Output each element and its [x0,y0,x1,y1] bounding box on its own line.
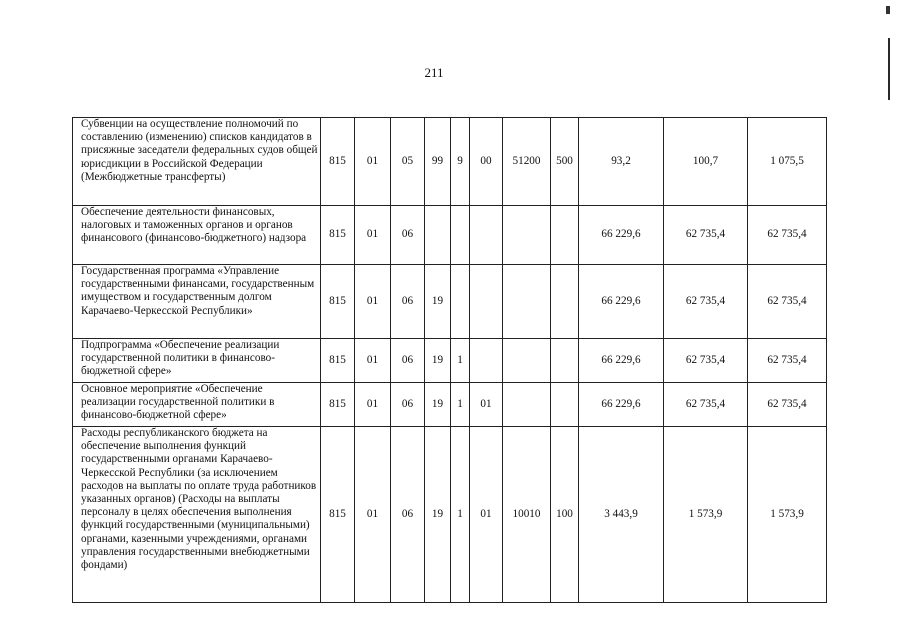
row-name-cell: Расходы республиканского бюджета на обеспечение выполнения функций государственными органами Карачаево-Черкесской Республики (за исключением расходов на выплаты по оплате труда работников указанных органов) (Расходы на выплаты персоналу в целях обеспечения выполнения функций государственными (муниципальными) органами, казенными учреждениями, органами управления государственными внебюджетными фондами) [73,427,321,603]
section-code-cell: 01 [355,427,391,603]
subprogram-code-cell [451,206,470,265]
amount-year1-cell: 3 443,9 [579,427,664,603]
amount-year1-cell: 93,2 [579,118,664,206]
direction-code-cell [503,383,551,427]
direction-code-cell [503,265,551,339]
ministry-code-cell: 815 [321,206,355,265]
section-code-cell: 01 [355,339,391,383]
row-name-cell: Подпрограмма «Обеспечение реализации государственной политики в финансово-бюджетной сфере» [73,339,321,383]
section-code-cell: 01 [355,383,391,427]
subsection-code-cell: 06 [391,265,425,339]
table-row [73,206,827,265]
page-number: 211 [424,65,444,80]
row-name-cell: Субвенции на осуществление полномочий по составлению (изменению) списков кандидатов в присяжные заседатели федеральных судов общей юрисдикции в Российской Федерации (Межбюджетные трансферты) [73,118,321,206]
amount-year2-cell: 1 573,9 [664,427,748,603]
ministry-code-cell: 815 [321,265,355,339]
amount-year2-cell: 62 735,4 [664,383,748,427]
program-code-cell: 19 [425,265,451,339]
amount-year1-cell: 66 229,6 [579,383,664,427]
table-row [73,265,827,339]
table-row [73,118,827,206]
direction-code-cell [503,206,551,265]
section-code-cell: 01 [355,206,391,265]
expense-type-code-cell [551,339,579,383]
amount-year2-cell: 62 735,4 [664,206,748,265]
measure-code-cell [470,339,503,383]
scan-edge-dot [886,6,890,14]
expense-type-code-cell [551,265,579,339]
ministry-code-cell: 815 [321,339,355,383]
amount-year3-cell: 62 735,4 [748,383,827,427]
budget-table [72,117,827,603]
subsection-code-cell: 06 [391,383,425,427]
measure-code-cell: 01 [470,383,503,427]
table-row [73,383,827,427]
ministry-code-cell: 815 [321,427,355,603]
section-code-cell: 01 [355,265,391,339]
subsection-code-cell: 06 [391,206,425,265]
subsection-code-cell: 06 [391,339,425,383]
subsection-code-cell: 05 [391,118,425,206]
subsection-code-cell: 06 [391,427,425,603]
program-code-cell: 99 [425,118,451,206]
expense-type-code-cell [551,383,579,427]
ministry-code-cell: 815 [321,383,355,427]
expense-type-code-cell: 100 [551,427,579,603]
amount-year3-cell: 1 573,9 [748,427,827,603]
table-row [73,427,827,603]
scan-edge-mark [888,38,890,100]
row-name-cell: Основное мероприятие «Обеспечение реализации государственной политики в финансово-бюджетной сфере» [73,383,321,427]
amount-year1-cell: 66 229,6 [579,265,664,339]
section-code-cell: 01 [355,118,391,206]
subprogram-code-cell: 9 [451,118,470,206]
expense-type-code-cell [551,206,579,265]
amount-year3-cell: 62 735,4 [748,339,827,383]
amount-year3-cell: 1 075,5 [748,118,827,206]
program-code-cell [425,206,451,265]
measure-code-cell [470,265,503,339]
row-name-cell: Государственная программа «Управление государственными финансами, государственным имуществом и государственным долгом Карачаево-Черкесской Республики» [73,265,321,339]
subprogram-code-cell: 1 [451,339,470,383]
amount-year1-cell: 66 229,6 [579,339,664,383]
amount-year3-cell: 62 735,4 [748,206,827,265]
amount-year3-cell: 62 735,4 [748,265,827,339]
amount-year2-cell: 100,7 [664,118,748,206]
amount-year2-cell: 62 735,4 [664,265,748,339]
row-name-cell: Обеспечение деятельности финансовых, налоговых и таможенных органов и органов финансового (финансово-бюджетного) надзора [73,206,321,265]
direction-code-cell: 10010 [503,427,551,603]
measure-code-cell: 01 [470,427,503,603]
table-row [73,339,827,383]
measure-code-cell: 00 [470,118,503,206]
subprogram-code-cell: 1 [451,383,470,427]
program-code-cell: 19 [425,383,451,427]
amount-year2-cell: 62 735,4 [664,339,748,383]
program-code-cell: 19 [425,427,451,603]
subprogram-code-cell: 1 [451,427,470,603]
subprogram-code-cell [451,265,470,339]
direction-code-cell: 51200 [503,118,551,206]
amount-year1-cell: 66 229,6 [579,206,664,265]
program-code-cell: 19 [425,339,451,383]
ministry-code-cell: 815 [321,118,355,206]
expense-type-code-cell: 500 [551,118,579,206]
measure-code-cell [470,206,503,265]
direction-code-cell [503,339,551,383]
